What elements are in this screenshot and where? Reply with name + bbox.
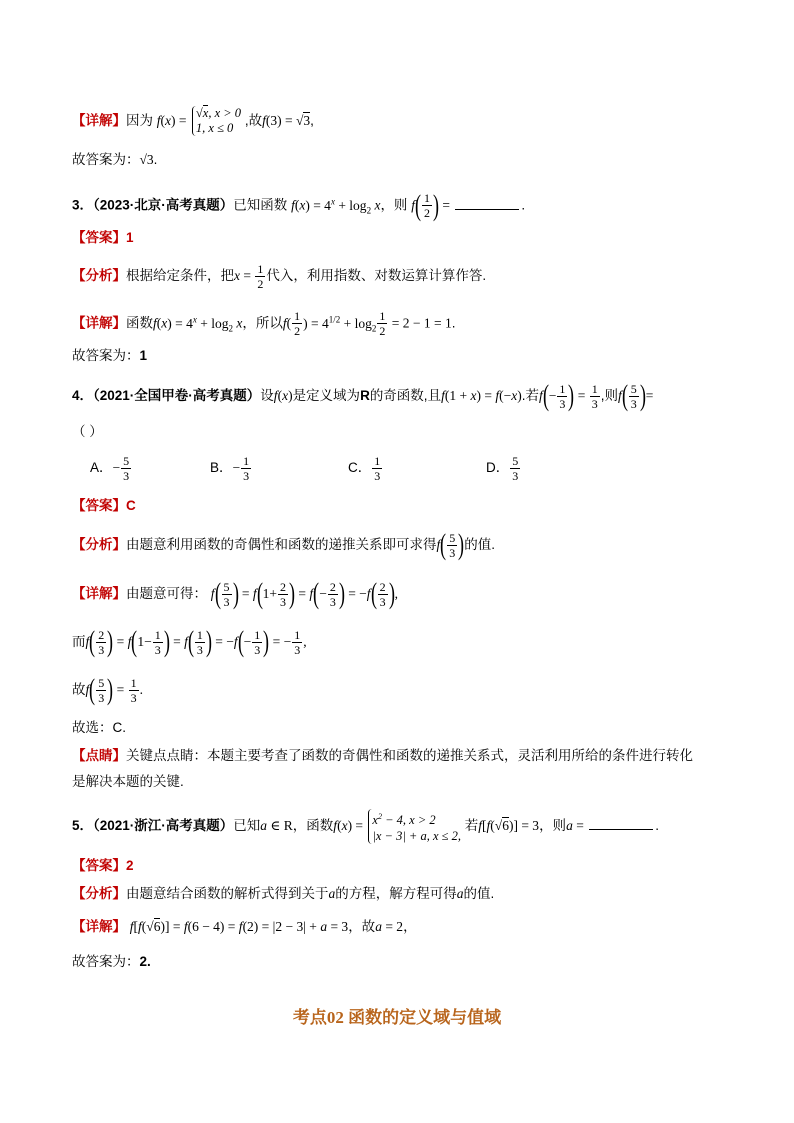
q4-stem: 4．（2021·全国甲卷·高考真题）设f(x)是定义域为R的奇函数,且f(1 + x) = f(−x).若f(− $\frac{1}{3}$ ) = $\frac{1}{3}$ ,则f( $\frac{5}{3}$ )= <box>72 379 654 413</box>
q4-choice: 故选：C. <box>72 720 126 735</box>
q3-conclusion: 故答案为：1 <box>72 348 148 363</box>
q5-stem: 5．（2021·浙江·高考真题）已知a ∈ R，函数$f(x) = x^2 - 4$, x > 2 |x − 3| + a, x ≤ 2, 若f[f(√6)] = 3，则a = . <box>72 808 734 844</box>
q5-detail: 【详解】 f[f(√6)] = f(6 − 4) = f(2) = |2 − 3| + a = 3，故a = 2， <box>72 919 417 934</box>
answer-blank <box>455 197 519 210</box>
q4-keypoint-2: 是解决本题的关键. <box>72 774 184 789</box>
option-c[interactable]: C． $\frac{1}{3}$ <box>348 454 381 483</box>
q3-detail: 【详解】函数$f(x) = 4^x + \log_2 x$，所以f( $\frac{1}{2}$ ) = $4^{1/2} + \log_2$ $\frac{1}{2}$ = 2 − 1 = 1. <box>72 309 456 339</box>
q4-paren: （ ） <box>72 424 103 439</box>
q5-analysis: 【分析】由题意结合函数的解析式得到关于a的方程，解方程可得a的值. <box>72 886 495 901</box>
detail-tag: 【详解】 <box>72 113 126 128</box>
q4-keypoint-1: 【点睛】关键点点睛：本题主要考查了函数的奇偶性和函数的递推关系式，灵活利用所给的条件进行转化 <box>72 748 693 763</box>
section-title: 考点02 函数的定义域与值域 <box>292 1008 502 1027</box>
q3-analysis: 【分析】根据给定条件，把x = $\frac{1}{2}$ 代入，利用指数、对数运算计算作答. <box>72 262 487 291</box>
piecewise-function: √x, x > 0 1, x ≤ 0 <box>192 106 241 136</box>
p2-detail: 【详解】因为 f(x) = √x, x > 0 1, x ≤ 0 ,故f(3) = √3, <box>72 106 314 136</box>
question-source: （2021·浙江·高考真题） <box>93 818 234 833</box>
q4-answer: 【答案】C <box>72 498 136 513</box>
piecewise-function: $x^2 - 4$, x > 2 |x − 3| + a, x ≤ 2, <box>368 809 461 843</box>
option-a[interactable]: A．− $\frac{5}{3}$ <box>90 454 130 483</box>
q5-conclusion: 故答案为：2. <box>72 954 151 969</box>
question-source: （2021·全国甲卷·高考真题） <box>93 388 261 403</box>
question-source: （2023·北京·高考真题） <box>93 197 234 213</box>
q3-answer: 【答案】1 <box>72 230 134 245</box>
option-d[interactable]: D． $\frac{5}{3}$ <box>486 454 519 483</box>
q4-analysis: 【分析】由题意利用函数的奇偶性和函数的递推关系即可求得f( $\frac{5}{3}$ )的值. <box>72 528 496 562</box>
q4-detail-3: 故f( $\frac{5}{3}$ ) = $\frac{1}{3}$ . <box>72 673 144 707</box>
answer-blank <box>589 817 653 830</box>
option-b[interactable]: B．− $\frac{1}{3}$ <box>210 454 250 483</box>
q5-answer: 【答案】2 <box>72 858 134 873</box>
p2-conclusion: 故答案为：√3. <box>72 152 158 167</box>
q4-detail-1: 【详解】由题意可得： f( $\frac{5}{3}$ ) = f(1+ $\frac{2}{3}$ ) = f(− $\frac{2}{3}$ ) = −f( $\frac{2}{3}$ ), <box>72 577 398 611</box>
q3-stem: 3．（2023·北京·高考真题）已知函数 $f(x) = 4^x + \log_2 x$，则 f( $\frac{1}{2}$ ) = . <box>72 188 526 222</box>
q4-detail-2: 而f( $\frac{2}{3}$ ) = f(1− $\frac{1}{3}$ ) = f( $\frac{1}{3}$ ) = −f(− $\frac{1}{3}$ ) = − $\frac{1}{3}$ , <box>72 625 307 659</box>
